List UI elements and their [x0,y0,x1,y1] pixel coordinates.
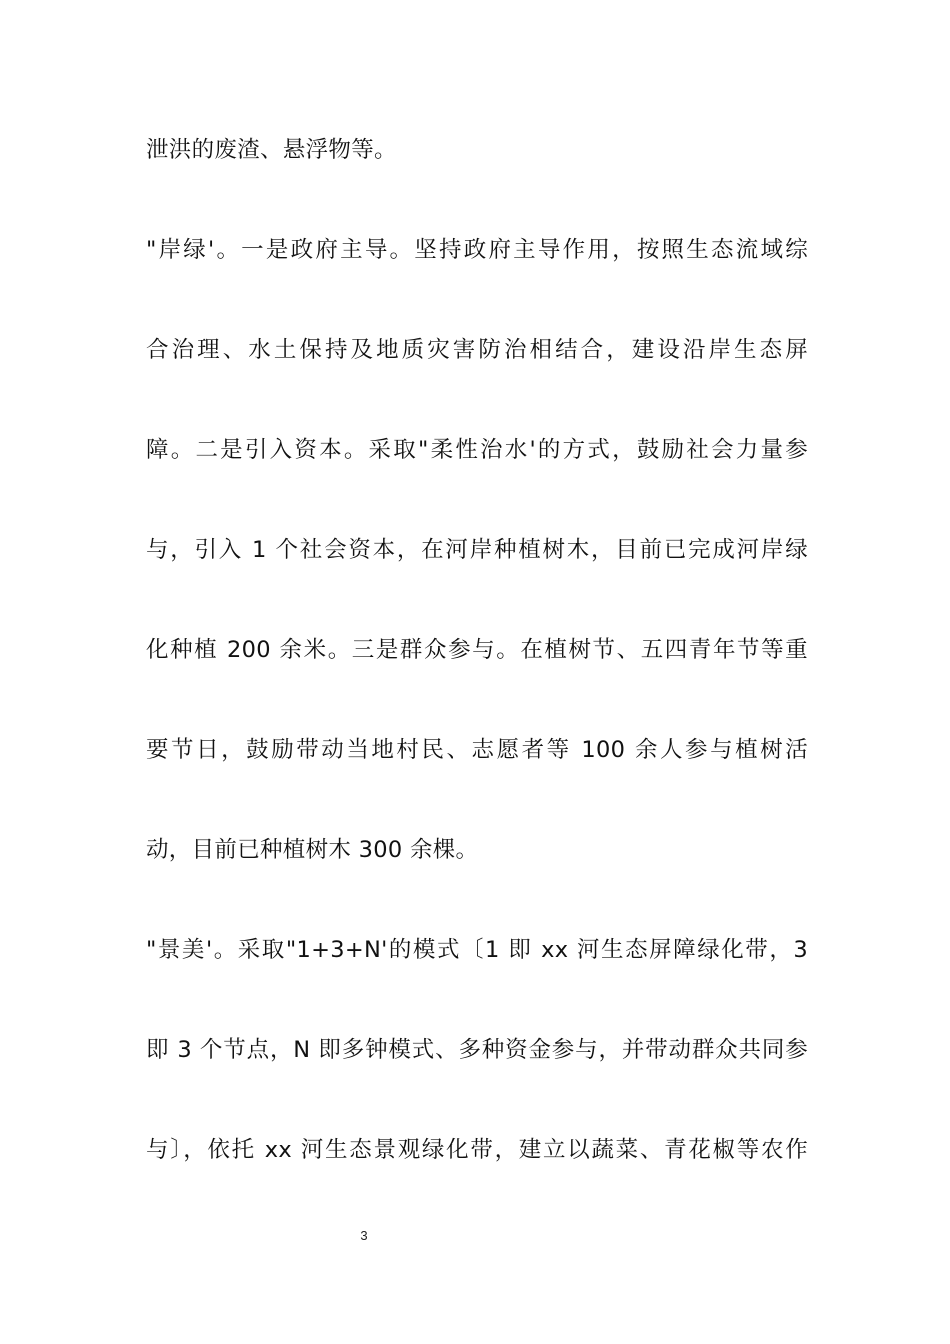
text-line-11: 与〕，依托 xx 河生态景观绿化带，建立以蔬菜、青花椒等农作 [146,1137,808,1163]
page-number: 3 [360,1228,368,1243]
text-line-3: 合治理、水土保持及地质灾害防治相结合，建设沿岸生态屏 [146,337,808,363]
text-line-1: 泄洪的废渣、悬浮物等。 [146,137,397,163]
text-line-8: 动，目前已种植树木 300 余棵。 [146,837,479,863]
text-line-4: 障。二是引入资本。采取"柔性治水'的方式，鼓励社会力量参 [146,437,808,463]
text-line-10: 即 3 个节点，N 即多钟模式、多种资金参与，并带动群众共同参 [146,1037,808,1063]
text-line-7: 要节日，鼓励带动当地村民、志愿者等 100 余人参与植树活 [146,737,808,763]
text-line-9: "景美'。采取"1+3+N'的模式〔1 即 xx 河生态屏障绿化带，3 [146,937,808,963]
text-line-6: 化种植 200 余米。三是群众参与。在植树节、五四青年节等重 [146,637,808,663]
text-line-2: "岸绿'。一是政府主导。坚持政府主导作用，按照生态流域综 [146,237,808,263]
text-line-5: 与，引入 1 个社会资本，在河岸种植树木，目前已完成河岸绿 [146,537,808,563]
